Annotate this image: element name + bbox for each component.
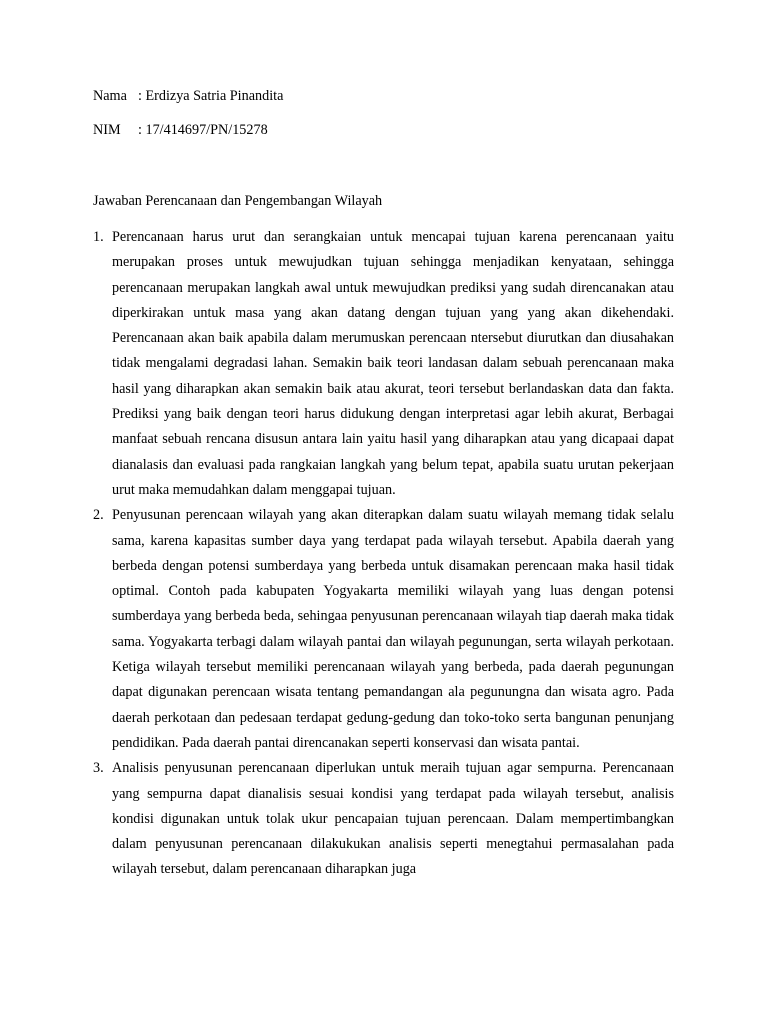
name-label: Nama [93,88,127,104]
answer-item-1 [93,225,674,503]
answer-item-3 [93,756,674,882]
nim-field [93,121,268,139]
answer-text: Analisis penyusunan perencanaan diperlukan untuk meraih tujuan agar sempurna. Perencanaan yang sempurna dapat dianalisis sesuai kondisi yang terdapat pada wilayah tersebut, analisis kondisi digunakan untuk tolak ukur pencapaian tujuan perencaan. Dalam mempertimbangkan dalam penyusunan perencanaan dilakukukan analisis seperti menegtahui permasalahan pada wilayah tersebut, dalam perencanaan diharapkan juga [112,760,674,878]
answer-number: 1. [93,229,104,245]
document-title: Jawaban Perencanaan dan Pengembangan Wilayah [93,193,383,209]
name-value: : Erdizya Satria Pinandita [138,88,284,104]
answer-number: 2. [93,507,104,524]
answer-item-2 [93,503,674,756]
answer-text: Penyusunan perencaan wilayah yang akan diterapkan dalam suatu wilayah memang tidak selalu sama, karena kapasitas sumber daya yang terdapat pada wilayah tersebut. Apabila daerah yang berbeda dengan potensi sumberdaya yang berbeda untuk disamakan perencaan maka hasil tidak optimal. Contoh pada kabupaten Yogyakarta memiliki wilayah yang luas dengan potensi sumberdaya yang berbeda beda, sehingaa penyusunan perencanaan wilayah tiap daerah maka tidak sama. Yogyakarta terbagi dalam wilayah pantai dan wilayah pegunungan, serta wilayah perkotaan. Ketiga wilayah tersebut memiliki perencanaan wilayah yang berbeda, pada daerah pegunungan dapat digunakan perencaan wisata tentang pemandangan ala pegunungna dan wisata agro. Pada daerah perkotaan dan pedesaan terdapat gedung-gedung dan toko-toko serta bangunan penunjang pendidikan. Pada daerah pantai direncanakan seperti konservasi dan wisata pantai. [112,507,674,751]
name-field [93,87,283,105]
nim-label: NIM [93,122,121,138]
answer-number: 3. [93,760,104,777]
nim-value: : 17/414697/PN/15278 [138,122,268,138]
answer-list [93,225,674,883]
answer-text: Perencanaan harus urut dan serangkaian untuk mencapai tujuan karena perencanaan yaitu merupakan proses untuk mewujudkan tujuan sehingga menjadikan kenyataan, sehingga perencanaan merupakan langkah awal untuk mewujudkan prediksi yang sudah direncanakan atau diperkirakan untuk masa yang akan datang dengan tujuan yang yang akan dikehendaki. Perencanaan akan baik apabila dalam merumuskan perencaan ntersebut diurutkan dan diusahakan tidak mengalami degradasi lahan. Semakin baik teori landasan dalam sebuah perencanaan maka hasil yang diharapkan akan semakin baik atau akurat, teori tersebut berlandaskan data dan fakta. Prediksi yang baik dengan teori harus didukung dengan interpretasi agar lebih akurat, Berbagai manfaat sebuah rencana disusun antara lain yaitu hasil yang diharapkan atau yang dicapaai dapat dianalasis dan evaluasi pada rangkaian langkah yang belum tepat, apabila suatu urutan pekerjaan urut maka memudahkan dalam menggapai tujuan. [112,229,674,498]
